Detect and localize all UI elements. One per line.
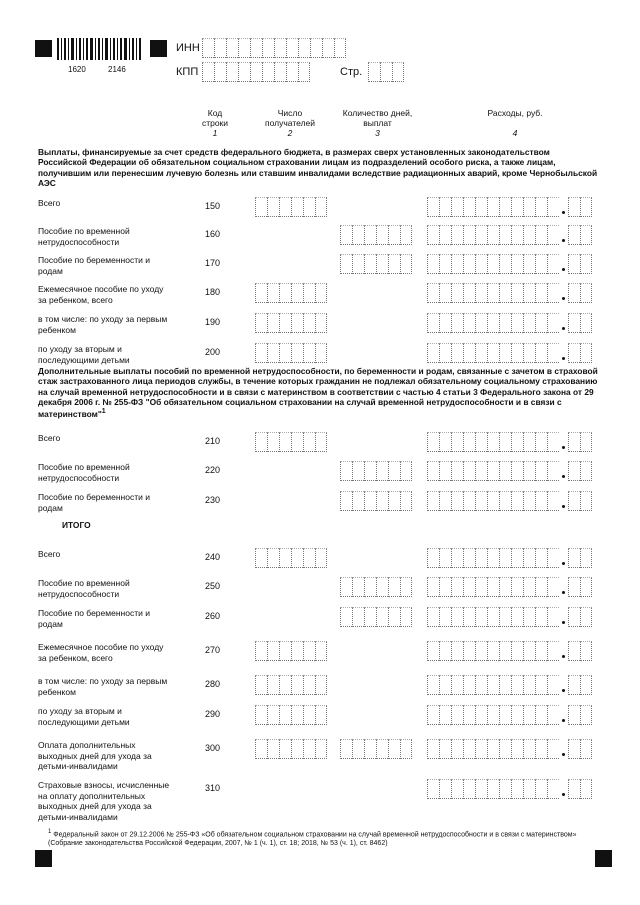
- recipients-field[interactable]: [255, 343, 327, 363]
- inn-label: ИНН: [176, 42, 200, 54]
- expenses-field[interactable]: [427, 283, 592, 303]
- row-label: по уходу за вторым и последующими детьми: [38, 706, 130, 727]
- row-code: 270: [205, 645, 221, 655]
- decimal-point: [559, 705, 568, 725]
- row-code: 190: [205, 317, 221, 327]
- decimal-point: [559, 779, 568, 799]
- decimal-point: [559, 225, 568, 245]
- recipients-field[interactable]: [255, 313, 327, 333]
- kpp-field[interactable]: [202, 62, 310, 82]
- row-label: Оплата дополнительных выходных дней для ухода за детьми-инвалидами: [38, 740, 152, 771]
- page-number-field[interactable]: [368, 62, 404, 82]
- barcode-digits-left: 1620: [68, 65, 86, 74]
- recipients-field[interactable]: [255, 739, 327, 759]
- corner-marker-bottom-right: [595, 850, 612, 867]
- decimal-point: [559, 739, 568, 759]
- barcode-digits-right: 2146: [108, 65, 126, 74]
- row-label: Пособие по временной нетрудоспособности: [38, 578, 130, 599]
- row-label: Пособие по временной нетрудоспособности: [38, 226, 130, 247]
- recipients-field[interactable]: [255, 432, 327, 452]
- recipients-field[interactable]: [255, 548, 327, 568]
- days-field[interactable]: [340, 577, 412, 597]
- expenses-field[interactable]: [427, 705, 592, 725]
- row-label: Всего: [38, 433, 61, 443]
- row-label: Пособие по беременности и родам: [38, 255, 150, 276]
- days-field[interactable]: [340, 225, 412, 245]
- row-label: Ежемесячное пособие по уходу за ребенком, всего: [38, 284, 164, 305]
- section-title-federal-budget: Выплаты, финансируемые за счет средств федерального бюджета, в размерах сверх установленных законодательством Российской Федерации об обязательном социальном страховании лицам из подразделений особого риска, а также лицам, получившим или перенесшим лучевую болезнь или ставшим инвалидами вследствие радиационных аварий, кроме Чернобыльской АЭС: [38, 147, 598, 188]
- expenses-field[interactable]: [427, 432, 592, 452]
- row-code: 170: [205, 258, 221, 268]
- recipients-field[interactable]: [255, 197, 327, 217]
- row-label: Ежемесячное пособие по уходу за ребенком, всего: [38, 642, 164, 663]
- row-code: 300: [205, 743, 221, 753]
- expenses-field[interactable]: [427, 461, 592, 481]
- row-label: по уходу за вторым и последующими детьми: [38, 344, 130, 365]
- decimal-point: [559, 197, 568, 217]
- row-code: 200: [205, 347, 221, 357]
- row-code: 220: [205, 465, 221, 475]
- footnote-mark: 1: [48, 829, 52, 835]
- corner-marker-top-right: [150, 40, 167, 57]
- row-label: Страховые взносы, исчисленные на оплату дополнительных выходных дней для ухода за детьми-инвалидами: [38, 780, 170, 822]
- column-code-header: Код строки 1: [201, 108, 229, 138]
- expenses-field[interactable]: [427, 675, 592, 695]
- section-title-total: ИТОГО: [62, 520, 91, 530]
- row-code: 160: [205, 229, 221, 239]
- row-label: Всего: [38, 549, 61, 559]
- column-recipients-header: Число получателей 2: [265, 108, 315, 138]
- decimal-point: [559, 577, 568, 597]
- row-code: 260: [205, 611, 221, 621]
- decimal-point: [559, 548, 568, 568]
- footnote-text: Федеральный закон от 29.12.2006 № 255-ФЗ «Об обязательном социальном страховании на случай временной нетрудоспособности и в связи с материнством» (Собрание законодательства Российской Федерации, 2007, № 1 (ч. 1), ст. 18; 2018, № 53 (ч. 1), ст. 8462): [48, 831, 577, 848]
- expenses-field[interactable]: [427, 225, 592, 245]
- page-label: Стр.: [340, 66, 363, 78]
- expenses-field[interactable]: [427, 343, 592, 363]
- row-code: 280: [205, 679, 221, 689]
- row-code: 250: [205, 581, 221, 591]
- decimal-point: [559, 283, 568, 303]
- expenses-field[interactable]: [427, 313, 592, 333]
- corner-marker-top-left: [35, 40, 52, 57]
- decimal-point: [559, 343, 568, 363]
- row-code: 210: [205, 436, 221, 446]
- expenses-field[interactable]: [427, 641, 592, 661]
- expenses-field[interactable]: [427, 739, 592, 759]
- days-field[interactable]: [340, 491, 412, 511]
- column-days-header: Количество дней, выплат 3: [342, 108, 413, 138]
- recipients-field[interactable]: [255, 705, 327, 725]
- decimal-point: [559, 641, 568, 661]
- expenses-field[interactable]: [427, 607, 592, 627]
- recipients-field[interactable]: [255, 283, 327, 303]
- row-label: в том числе: по уходу за первым ребенком: [38, 314, 168, 335]
- row-code: 180: [205, 287, 221, 297]
- expenses-field[interactable]: [427, 197, 592, 217]
- decimal-point: [559, 254, 568, 274]
- days-field[interactable]: [340, 461, 412, 481]
- row-label: Всего: [38, 198, 61, 208]
- expenses-field[interactable]: [427, 548, 592, 568]
- decimal-point: [559, 432, 568, 452]
- section-title-additional-payments: Дополнительные выплаты пособий по временной нетрудоспособности, по беременности и родам, связанные с зачетом в страховой стаж застрахованного лица периодов службы, в течение которых гражданин не подлежал обязательному социальному страхованию на случай временной нетрудоспособности и в связи с материнством в соответствии с частью 4 статьи 3 Федерального закона от 29 декабря 2006 г. № 255-ФЗ "Об обязательном социальном страховании на случай временной нетрудоспособности и в связи с материнством"$^1$: [38, 366, 598, 419]
- expenses-field[interactable]: [427, 254, 592, 274]
- barcode: [57, 38, 141, 62]
- footnote-reference: 1: [101, 408, 106, 416]
- days-field[interactable]: [340, 254, 412, 274]
- recipients-field[interactable]: [255, 675, 327, 695]
- row-code: 230: [205, 495, 221, 505]
- row-code: 290: [205, 709, 221, 719]
- expenses-field[interactable]: [427, 577, 592, 597]
- decimal-point: [559, 491, 568, 511]
- days-field[interactable]: [340, 607, 412, 627]
- row-label: Пособие по временной нетрудоспособности: [38, 462, 130, 483]
- decimal-point: [559, 675, 568, 695]
- expenses-field[interactable]: [427, 779, 592, 799]
- row-label: в том числе: по уходу за первым ребенком: [38, 676, 168, 697]
- decimal-point: [559, 461, 568, 481]
- decimal-point: [559, 313, 568, 333]
- corner-marker-bottom-left: [35, 850, 52, 867]
- decimal-point: [559, 607, 568, 627]
- inn-field[interactable]: [202, 38, 346, 58]
- footnote: [48, 828, 608, 848]
- recipients-field[interactable]: [255, 641, 327, 661]
- row-label: Пособие по беременности и родам: [38, 608, 150, 629]
- row-code: 310: [205, 783, 221, 793]
- row-code: 240: [205, 552, 221, 562]
- expenses-field[interactable]: [427, 491, 592, 511]
- row-code: 150: [205, 201, 221, 211]
- days-field[interactable]: [340, 739, 412, 759]
- column-expenses-header: Расходы, руб. 4: [487, 108, 543, 138]
- kpp-label: КПП: [176, 66, 199, 78]
- row-label: Пособие по беременности и родам: [38, 492, 150, 513]
